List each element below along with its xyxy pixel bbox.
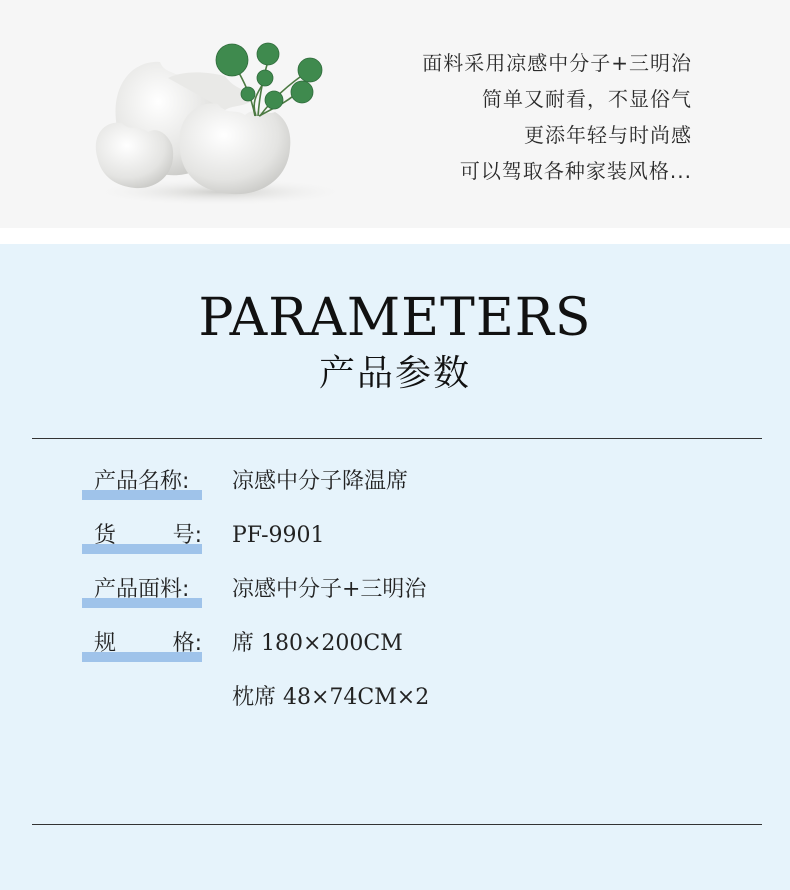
param-row-size-extra [0,680,790,720]
section-title-en: PARAMETERS [198,288,592,348]
param-label-text [94,522,202,550]
banner-line: 更添年轻与时尚感 [524,123,692,147]
param-value: 席 180×200CM [232,631,403,656]
param-value: 凉感中分子降温席 [232,469,409,494]
ceramic-vase-plant-image [60,20,360,220]
param-label-right: 格: [172,631,202,656]
parameters-section [0,244,790,890]
banner-line: 面料采用凉感中分子+三明治 [422,51,692,75]
param-value: PF-9901 [232,523,325,548]
banner-line: 可以驾取各种家装风格... [459,159,692,183]
param-label-left: 规 [94,631,117,656]
param-label [82,464,202,500]
param-row-product-name [0,464,790,504]
feature-banner [0,0,790,228]
param-label-right: 号: [172,523,202,548]
param-label [82,626,202,662]
bottom-divider [32,824,762,825]
param-value: 枕席 48×74CM×2 [232,685,430,710]
param-label [82,572,202,608]
param-row-fabric [0,572,790,612]
section-title-cn: 产品参数 [318,353,471,394]
param-label-left: 货 [94,523,117,548]
param-value: 凉感中分子+三明治 [232,577,427,602]
param-label-text: 产品面料: [94,577,190,602]
param-label-text [94,630,202,658]
param-label-text: 产品名称: [94,469,190,494]
param-row-item-number [0,518,790,558]
param-row-size [0,626,790,666]
banner-description [422,45,692,189]
banner-line: 简单又耐看，不显俗气 [482,87,692,111]
param-label [82,518,202,554]
top-divider [32,438,762,439]
